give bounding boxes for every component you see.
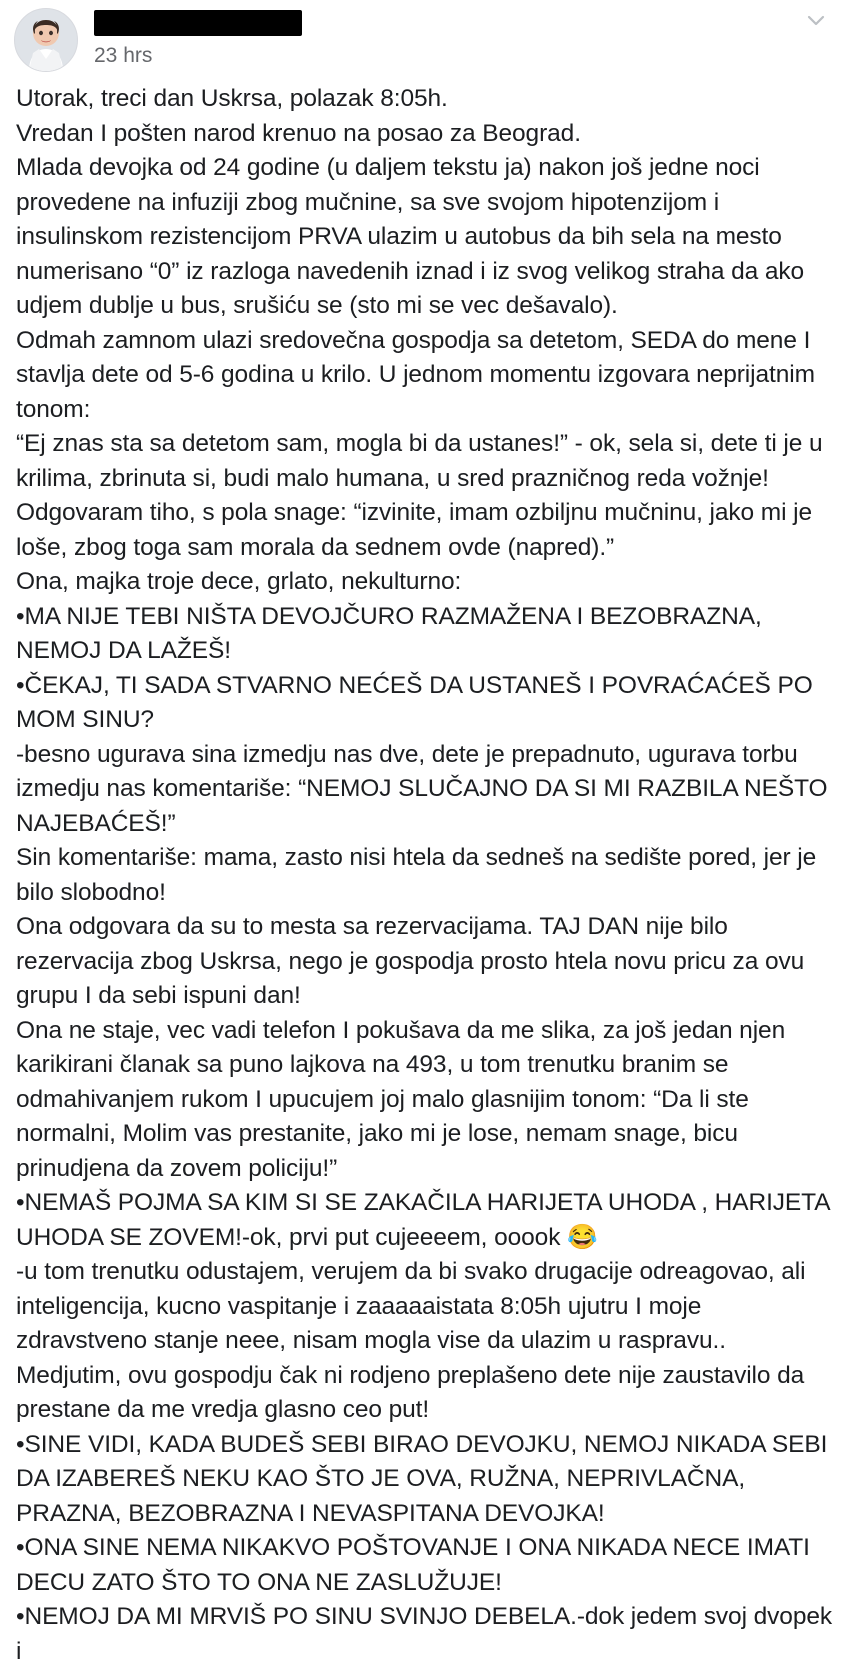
post-line: -u tom trenutku odustajem, verujem da bi svako drugacije odreagovao, ali inteligencija, kucno vaspitanje i zaaaaaistata 8:05h ujutru I moje zdravstveno stanje neee, nisam mogla vise da ulazim u raspravu.. [16, 1258, 806, 1354]
post-line: •ČEKAJ, TI SADA STVARNO NEĆEŠ DA USTANEŠ I POVRAĆAĆEŠ PO MOM SINU? [16, 671, 813, 733]
post-author-block [94, 8, 836, 68]
chevron-down-icon[interactable] [804, 8, 828, 32]
post-text [0, 78, 850, 1669]
author-name-redacted[interactable] [94, 10, 302, 36]
avatar[interactable] [14, 8, 78, 72]
post-line: Utorak, treci dan Uskrsa, polazak 8:05h. [16, 85, 448, 112]
post-header [0, 0, 850, 78]
post-line: •NEMOJ DA MI MRVIŠ PO SINU SVINJO DEBELA.-dok jedem svoj dvopek i [16, 1603, 833, 1665]
post-line: Mlada devojka od 24 godine (u daljem tekstu ja) nakon još jedne noci provedene na infuziji zbog mučnine, sa sve svojom hipotenzijom i insulinskom rezistencijom PRVA ulazim u autobus da bih sela na mesto numerisano “0” iz razloga navedenih iznad i iz svog velikog straha da ako udjem dublje u bus, srušiću se (sto mi se vec dešavalo). [16, 154, 805, 319]
post-line: Vredan I pošten narod krenuo na posao za Beograd. [16, 119, 581, 147]
post-line: •MA NIJE TEBI NIŠTA DEVOJČURO RAZMAŽENA I BEZOBRAZNA, NEMOJ DA LAŽEŠ! [16, 602, 762, 664]
post-line: Medjutim, ovu gospodju čak ni rodjeno preplašeno dete nije zaustavilo da prestane da me vredja glasno ceo put! [16, 1361, 805, 1423]
post-line: Ona ne staje, vec vadi telefon I pokušava da me slika, za još jedan njen karikirani članak sa puno lajkova na 493, u tom trenutku branim se odmahivanjem rukom I upucujem joj malo glasnijim tonom: “Da li ste normalni, Molim vas prestanite, jako mi je lose, nemam snage, bicu prinudjena da zovem policiju!” [16, 1016, 786, 1182]
post-line: •NEMAŠ POJMA SA KIM SI SE ZAKAČILA HARIJETA UHODA , HARIJETA UHODA SE ZOVEM!-ok, prvi put cujeeeem, ooook 😂 [16, 1189, 830, 1251]
post-line: -besno ugurava sina izmedju nas dve, dete je prepadnuto, ugurava torbu izmedju nas komentariše: “NEMOJ SLUČAJNO DA SI MI RAZBILA NEŠTO NAJEBAĆEŠ!” [16, 740, 828, 837]
post-line: Sin komentariše: mama, zasto nisi htela da sedneš na sedište pored, jer je bilo slobodno! [16, 844, 817, 906]
post-line: Odmah zamnom ulazi sredovečna gospodja sa detetom, SEDA do mene I stavlja dete od 5-6 godina u krilo. U jednom momentu izgovara neprijatnim tonom: [16, 326, 815, 423]
post-line: •SINE VIDI, KADA BUDEŠ SEBI BIRAO DEVOJKU, NEMOJ NIKADA SEBI DA IZABEREŠ NEKU KAO ŠTO JE OVA, RUŽNA, NEPRIVLAČNA, PRAZNA, BEZOBRAZNA I NEVASPITANA DEVOJKA! [16, 1430, 828, 1527]
post-line: Ona, majka troje dece, grlato, nekulturno: [16, 568, 462, 595]
post-line: •ONA SINE NEMA NIKAKVO POŠTOVANJE I ONA NIKADA NECE IMATI DECU ZATO ŠTO TO ONA NE ZASLUŽUJE! [16, 1534, 810, 1596]
post-timestamp[interactable]: 23 hrs [94, 44, 153, 67]
post-line: “Ej znas sta sa detetom sam, mogla bi da ustanes!” - ok, sela si, dete ti je u krilima, zbrinuta si, budi malo humana, u sred prazničnog reda vožnje! [16, 430, 823, 492]
post-line: Ona odgovara da su to mesta sa rezervacijama. TAJ DAN nije bilo rezervacija zbog Uskrsa, nego je gospodja prosto htela novu pricu za ovu grupu I da sebi ispuni dan! [16, 913, 805, 1009]
post-line: Odgovaram tiho, s pola snage: “izvinite, imam ozbiljnu mučninu, jako mi je loše, zbog toga sam morala da sednem ovde (napred).” [16, 499, 813, 561]
